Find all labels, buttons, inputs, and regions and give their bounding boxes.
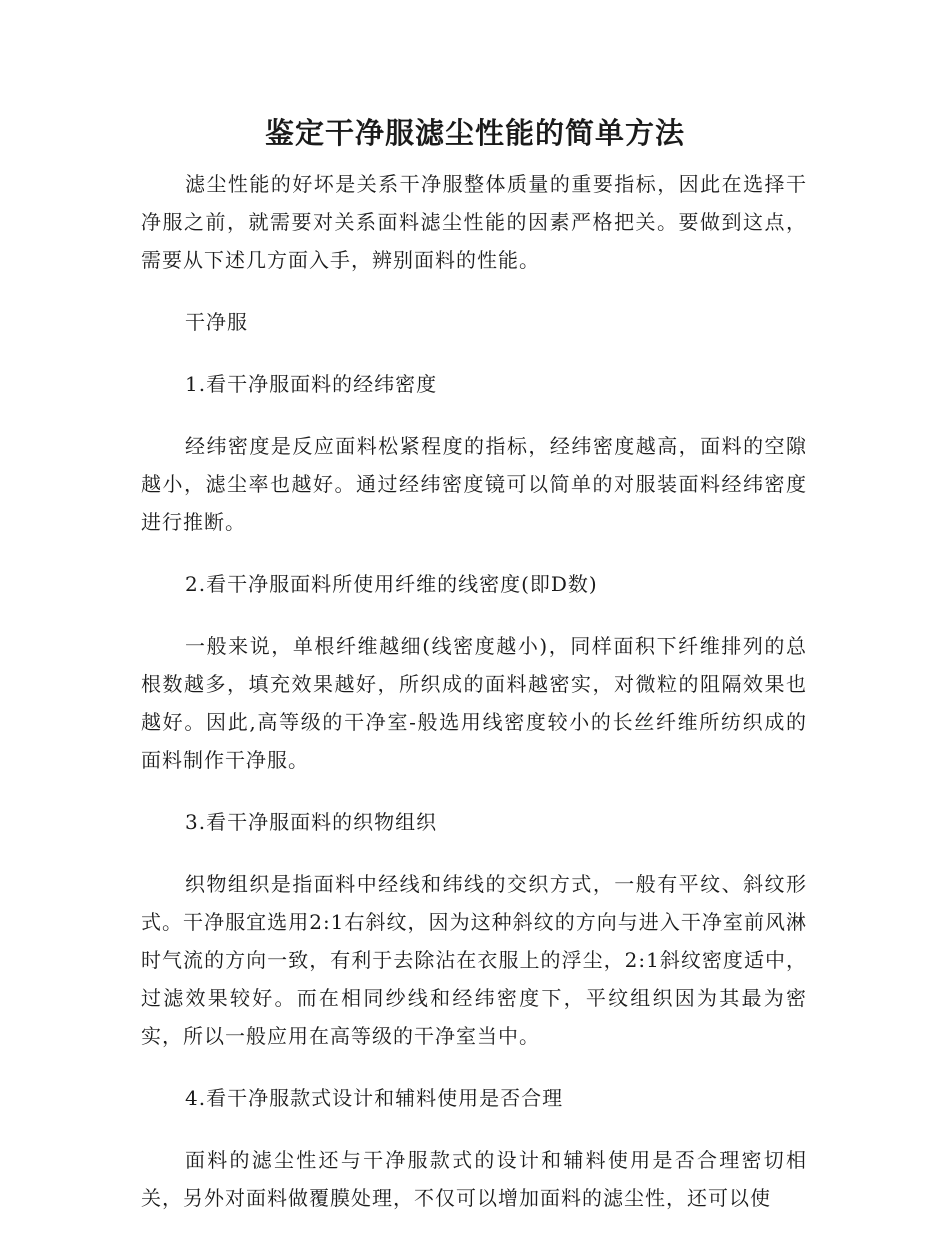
section-heading-4: 4.看干净服款式设计和辅料使用是否合理 xyxy=(185,1086,564,1110)
document-title: 鉴定干净服滤尘性能的简单方法 xyxy=(264,116,685,150)
section-paragraph-1: 经纬密度是反应面料松紧程度的指标，经纬密度越高，面料的空隙越小，滤尘率也越好。通过经纬密度镜可以简单的对服装面料经纬密度进行推断。 xyxy=(141,434,807,534)
section-heading-2: 2.看干净服面料所使用纤维的线密度(即D数) xyxy=(185,572,598,596)
document-body xyxy=(141,165,807,1241)
section-paragraph-2: 一般来说，单根纤维越细(线密度越小)，同样面积下纤维排列的总根数越多，填充效果越好，所织成的面料越密实，对微粒的阻隔效果也越好。因此,高等级的干净室-般选用线密度较小的长丝纤维所纺织成的面料制作干净服。 xyxy=(141,634,807,772)
section-paragraph-3: 织物组织是指面料中经线和纬线的交织方式，一般有平纹、斜纹形式。干净服宜选用2:1右斜纹，因为这种斜纹的方向与进入干净室前风淋时气流的方向一致，有利于去除沾在衣服上的浮尘，2:1斜纹密度适中，过滤效果较好。而在相同纱线和经纬密度下，平纹组织因为其最为密实，所以一般应用在高等级的干净室当中。 xyxy=(141,872,807,1048)
section-label: 干净服 xyxy=(185,310,248,334)
section-heading-1: 1.看干净服面料的经纬密度 xyxy=(185,372,438,396)
section-paragraph-4: 面料的滤尘性还与干净服款式的设计和辅料使用是否合理密切相关，另外对面料做覆膜处理，不仅可以增加面料的滤尘性，还可以使 xyxy=(141,1148,807,1210)
section-heading-3: 3.看干净服面料的织物组织 xyxy=(185,810,438,834)
intro-paragraph: 滤尘性能的好坏是关系干净服整体质量的重要指标，因此在选择干净服之前，就需要对关系面料滤尘性能的因素严格把关。要做到这点，需要从下述几方面入手，辨别面料的性能。 xyxy=(141,172,807,272)
